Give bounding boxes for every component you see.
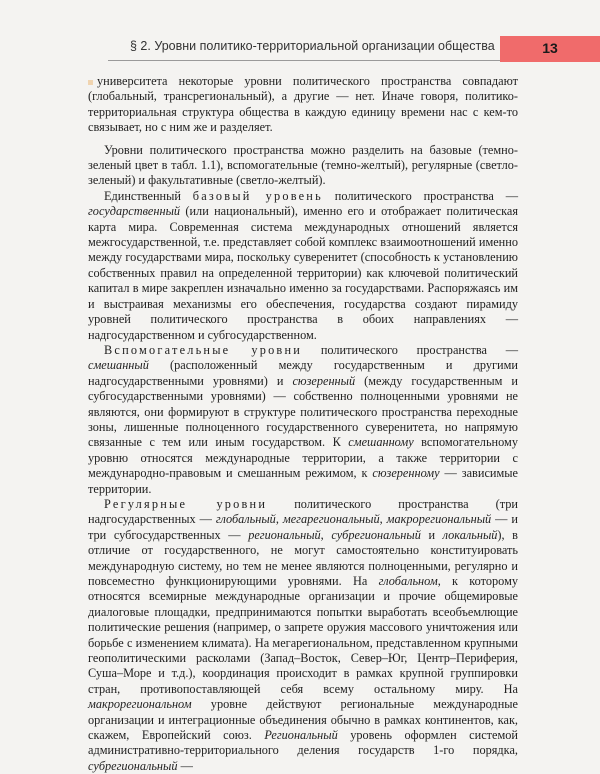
text-run: и	[420, 527, 443, 542]
italic-term: Региональный	[264, 728, 338, 743]
italic-term: субрегиональный	[88, 758, 178, 773]
italic-term: смешанный	[88, 358, 149, 373]
text-run: политического пространства —	[302, 342, 518, 357]
text-run: Единственный	[104, 188, 193, 203]
italic-term: глобальный	[215, 512, 276, 527]
text-run: (между государственным и субгосударственными уровнями) — собственно полноценными уровнями не являются, они формируют в структуре политического пространства переходные зоны, лишенные полноценного государственного суверенитета, но напрямую связанные с тем или иным государством. К	[88, 373, 518, 450]
italic-term: региональный	[248, 527, 321, 542]
body-text	[88, 74, 518, 774]
text-run: Уровни политического пространства можно разделить на базовые (темно-зеленый цвет в табл. 1.1), вспомогательные (темно-желтый), регулярные (светло-зеленый) и факультативные (светло-желтый).	[88, 142, 518, 188]
paragraph	[88, 143, 518, 189]
text-run: — и три субгосударственных —	[88, 512, 518, 542]
text-run: , к которому относятся всемирные международные организации и прочие общемировые диалоговые площадки, предпринимаются попытки выработать всеобъемлющие политические решения (например, о запрете оружия массового уничтожения или борьбе с изменением климата). На мегарегиональном, представленном крупными геополитическими расколами (Запад–Восток, Север–Юг, Центр–Периферия, Суша–Море и т.д.), координация происходит в рамках крупной группировки стран, противопоставляющей себя всему остальному миру. На	[88, 574, 518, 696]
spaced-term: Регулярные уровни	[104, 496, 268, 511]
text-run: ,	[379, 512, 387, 527]
paragraph-continuation	[88, 74, 518, 136]
text-run: (расположенный между государственным и другими надгосударственными уровнями) и	[88, 358, 518, 388]
paragraph	[88, 343, 518, 497]
text-run: уровне действуют региональные международные организации и интеграционные объединения обычно в рамках континентов, как, скажем, Европейский союз.	[88, 697, 518, 743]
text-run: — зависимые территории.	[88, 466, 518, 496]
paragraph	[88, 189, 518, 343]
italic-term: макрорегиональном	[88, 697, 192, 712]
page-number: 13	[542, 40, 558, 56]
bullet-marker	[88, 80, 93, 85]
text-run: ), в отличие от государственного, не могут самостоятельно конституировать международную систему, но тем не менее являются полноценными, регулярно и повсеместно функционирующими уровнями. На	[88, 527, 518, 588]
italic-term: макрорегиональный	[386, 512, 492, 527]
spaced-term: Вспомогательные уровни	[104, 342, 303, 357]
header-rule	[108, 60, 500, 61]
text-run: вспомогательному уровню относятся международные территории, а также территории с международно-правовым и смешанным режимом, к	[88, 435, 518, 481]
text-run: уровень оформлен системой административно-территориального деления государств 1-го порядка,	[88, 728, 518, 758]
text-run: ,	[320, 527, 332, 542]
italic-term: государственный	[88, 204, 181, 219]
text-run: политического пространства (три надгосударственных —	[88, 496, 519, 527]
text-run: политического пространства —	[322, 188, 518, 203]
italic-term: сюзеренному	[372, 466, 440, 481]
italic-term: мегарегиональный	[282, 512, 380, 527]
page-number-box	[500, 36, 600, 62]
spaced-term: базовый уровень	[192, 188, 323, 203]
running-header	[0, 36, 600, 62]
italic-term: субрегиональный	[331, 527, 421, 542]
text-run: университета некоторые уровни политического пространства совпадают (глобальный, трансрегиональный), а другие — нет. Иначе говоря, политико-территориальная структура общества в каждую единицу времени нас с кем-то связывает, но с ним же и разделяет.	[88, 74, 518, 135]
text-run: (или национальный), именно его и отображает политическая карта мира. Современная система международных отношений является межгосударственной, т.е. представляет собой комплекс взаимоотношений именно между государствами мира, поскольку суверенитет (способность к установлению собственных правил на определенной территории) как ключевой политический капитал в мире закреплен изначально именно за государствами. Распоряжаясь им и выстраивая механизмы его обеспечения, государства создают пирамиду уровней политического пространства в обоих направлениях — надгосударственном и субгосударственном.	[88, 204, 518, 342]
running-title: § 2. Уровни политико-территориальной организации общества	[130, 39, 495, 53]
paragraph	[88, 497, 518, 774]
italic-term: смешанному	[348, 435, 414, 450]
italic-term: сюзеренный	[292, 373, 356, 388]
text-run: —	[177, 758, 193, 773]
italic-term: глобальном	[378, 574, 438, 588]
text-run: ,	[275, 512, 283, 527]
italic-term: локальный	[442, 527, 498, 542]
